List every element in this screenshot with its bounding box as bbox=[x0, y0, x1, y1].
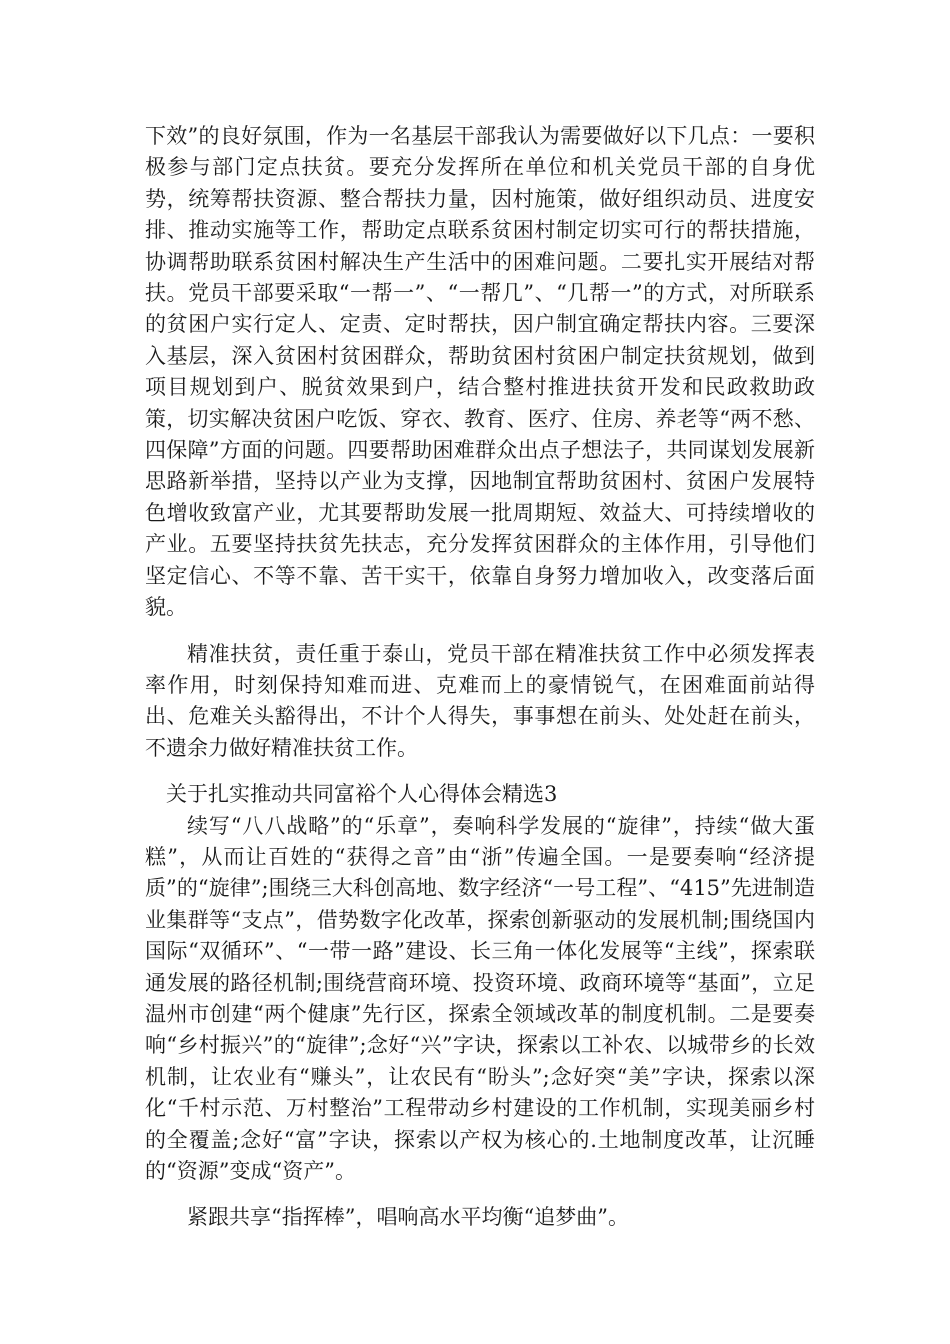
body-paragraph-4: 紧跟共享“指挥棒”，唱响高水平均衡“追梦曲”。 bbox=[187, 1205, 629, 1230]
body-paragraph-3: 续写“八八战略”的“乐章”，奏响科学发展的“旋律”，持续“做大蛋糕”，从而让百姓的“获得之音”由“浙”传遍全国。一是要奏响“经济提质”的“旋律”;围绕三大科创高地、数字经济“一号工程”、“415”先进制造业集群等“支点”，借势数字化改革，探索创新驱动的发展机制;围绕国内国际“双循环”、“一带一路”建设、长三角一体化发展等“主线”，探索联通发展的路径机制;围绕营商环境、投资环境、政商环境等“基面”，立足温州市创建“两个健康”先行区，探索全领域改革的制度机制。二是要奏响“乡村振兴”的“旋律”;念好“兴”字诀，探索以工补农、以城带乡的长效机制，让农业有“赚头”，让农民有“盼头”;念好突“美”字诀，探索以深化“千村示范、万村整治”工程带动乡村建设的工作机制，实现美丽乡村的全覆盖;念好“富”字诀，探索以产权为核心的.土地制度改革，让沉睡的“资源”变成“资产”。 bbox=[145, 813, 815, 1183]
document-body bbox=[145, 121, 815, 1234]
section-heading: 关于扎实推动共同富裕个人心得体会精选3 bbox=[166, 782, 558, 807]
body-paragraph-2: 精准扶贫，责任重于泰山，党员干部在精准扶贫工作中必须发挥表率作用，时刻保持知难而进、克难而上的豪情锐气，在困难面前站得出、危难关头豁得出，不计个人得失，事事想在前头、处处赶在前头，不遗余力做好精准扶贫工作。 bbox=[145, 641, 815, 760]
body-paragraph-1: 下效”的良好氛围，作为一名基层干部我认为需要做好以下几点：一要积极参与部门定点扶贫。要充分发挥所在单位和机关党员干部的自身优势，统筹帮扶资源、整合帮扶力量，因村施策，做好组织动员、进度安排、推动实施等工作，帮助定点联系贫困村制定切实可行的帮扶措施，协调帮助联系贫困村解决生产生活中的困难问题。二要扎实开展结对帮扶。党员干部要采取“一帮一”、“一帮几”、“几帮一”的方式，对所联系的贫困户实行定人、定责、定时帮扶，因户制宜确定帮扶内容。三要深入基层，深入贫困村贫困群众，帮助贫困村贫困户制定扶贫规划，做到项目规划到户、脱贫效果到户，结合整村推进扶贫开发和民政救助政策，切实解决贫困户吃饭、穿衣、教育、医疗、住房、养老等“两不愁、四保障”方面的问题。四要帮助困难群众出点子想法子，共同谋划发展新思路新举措，坚持以产业为支撑，因地制宜帮助贫困村、贫困户发展特色增收致富产业，尤其要帮助发展一批周期短、效益大、可持续增收的产业。五要坚持扶贫先扶志，充分发挥贫困群众的主体作用，引导他们坚定信心、不等不靠、苦干实干，依靠自身努力增加收入，改变落后面貌。 bbox=[145, 124, 815, 620]
